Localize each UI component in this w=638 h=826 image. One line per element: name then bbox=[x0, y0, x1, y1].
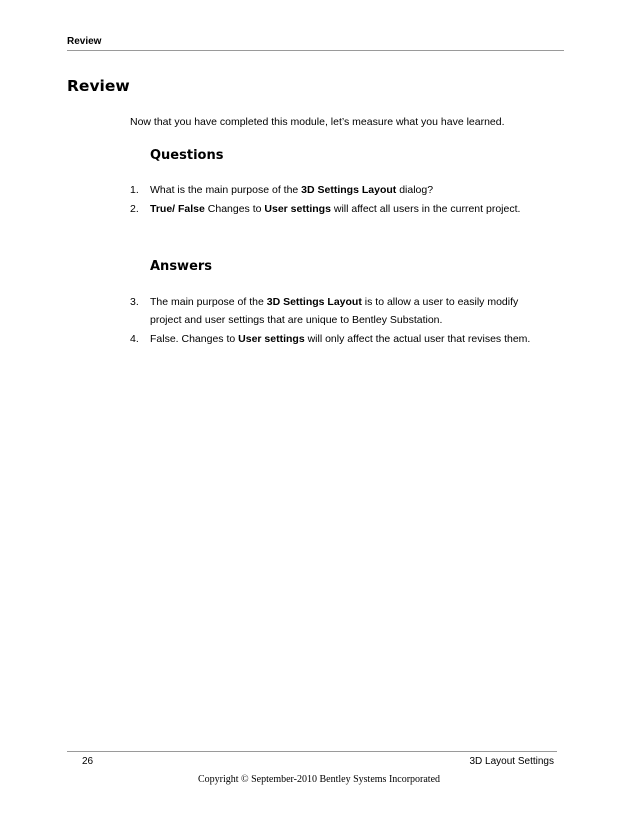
page-number: 26 bbox=[82, 756, 94, 767]
question-text-part: dialog? bbox=[396, 184, 434, 196]
question-text bbox=[150, 203, 520, 216]
answer-text bbox=[150, 296, 518, 309]
answer-text bbox=[150, 333, 530, 346]
question-number: 2. bbox=[130, 203, 139, 215]
answer-item-3 bbox=[130, 296, 518, 309]
answer-text-part: The main purpose of the bbox=[150, 296, 267, 308]
answer-number: 3. bbox=[130, 296, 139, 308]
question-number: 1. bbox=[130, 184, 139, 196]
dialog-name-bold: 3D Settings Layout bbox=[301, 184, 397, 196]
question-text bbox=[150, 184, 433, 197]
answer-text-part: False. Changes to bbox=[150, 333, 239, 345]
question-text-part: Changes to bbox=[204, 203, 265, 215]
intro-paragraph: Now that you have completed this module, let’s measure what you have learned. bbox=[130, 116, 505, 128]
question-text-part: will affect all users in the current project. bbox=[330, 203, 521, 215]
question-text-part: What is the main purpose of the bbox=[150, 184, 302, 196]
answer-item-3-continuation: project and user settings that are unique to Bentley Substation. bbox=[150, 314, 443, 326]
questions-heading: Questions bbox=[150, 148, 224, 163]
answer-number: 4. bbox=[130, 333, 139, 345]
running-header bbox=[67, 36, 564, 51]
answers-heading: Answers bbox=[150, 259, 213, 274]
running-header-title: Review bbox=[67, 36, 102, 47]
question-item-1 bbox=[130, 184, 433, 197]
question-item-2 bbox=[130, 203, 520, 216]
footer-divider bbox=[67, 751, 557, 752]
dialog-name-bold: 3D Settings Layout bbox=[266, 296, 362, 308]
user-settings-bold: User settings bbox=[238, 333, 305, 345]
footer-chapter-name: 3D Layout Settings bbox=[469, 756, 554, 767]
section-title: Review bbox=[67, 77, 130, 95]
answer-text-part: will only affect the actual user that revises them. bbox=[304, 333, 531, 345]
user-settings-bold: User settings bbox=[264, 203, 331, 215]
copyright-notice: Copyright © September-2010 Bentley Systems Incorporated bbox=[197, 774, 441, 785]
answer-text-part: is to allow a user to easily modify bbox=[361, 296, 519, 308]
answer-item-4 bbox=[130, 333, 530, 346]
true-false-bold: True/ False bbox=[150, 203, 205, 215]
